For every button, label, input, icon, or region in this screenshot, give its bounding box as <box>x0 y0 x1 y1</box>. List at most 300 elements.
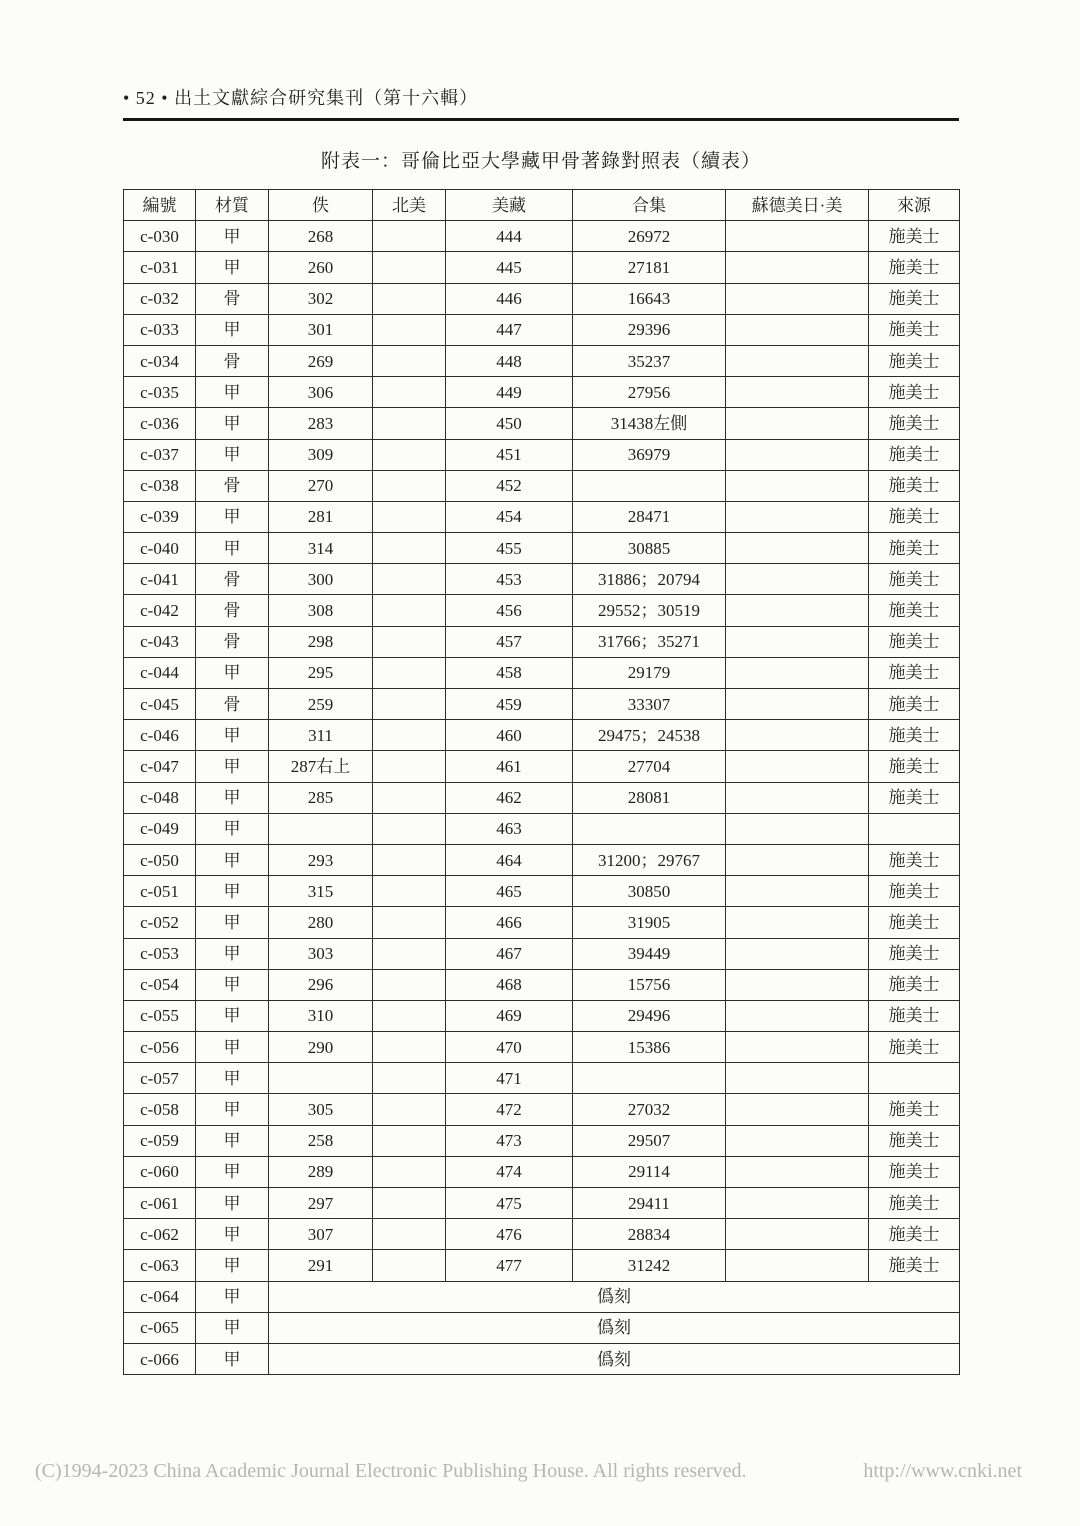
table-cell <box>726 876 869 907</box>
table-cell: 450 <box>446 408 573 439</box>
table-cell: 骨 <box>196 689 269 720</box>
table-row <box>124 1032 960 1063</box>
table-cell <box>726 564 869 595</box>
table-cell: 甲 <box>196 720 269 751</box>
table-cell: 甲 <box>196 377 269 408</box>
running-head <box>123 84 959 110</box>
table-cell: 310 <box>269 1000 373 1031</box>
table-cell: 31886；20794 <box>573 564 726 595</box>
table-cell: 27181 <box>573 252 726 283</box>
table-cell: 骨 <box>196 564 269 595</box>
table-cell: 31200；29767 <box>573 844 726 875</box>
table-cell: 473 <box>446 1125 573 1156</box>
column-header: 佚 <box>269 190 373 221</box>
footer-url: http://www.cnki.net <box>863 1460 1022 1482</box>
table-cell: 甲 <box>196 782 269 813</box>
table-cell: 甲 <box>196 1188 269 1219</box>
table-cell: 施美士 <box>869 844 960 875</box>
table-cell: 307 <box>269 1219 373 1250</box>
table-cell: c-045 <box>124 689 196 720</box>
table-row <box>124 813 960 844</box>
table-cell: 甲 <box>196 1250 269 1281</box>
table-cell <box>373 1000 446 1031</box>
table-cell <box>373 533 446 564</box>
table-cell: 施美士 <box>869 1188 960 1219</box>
table-cell: 463 <box>446 813 573 844</box>
table-cell: c-064 <box>124 1281 196 1312</box>
journal-title: 出土文獻綜合研究集刊（第十六輯） <box>174 88 479 108</box>
table-cell: 甲 <box>196 813 269 844</box>
table-cell <box>726 408 869 439</box>
table-cell <box>726 782 869 813</box>
table-cell: 施美士 <box>869 1000 960 1031</box>
table-cell: 31438左側 <box>573 408 726 439</box>
table-cell: 甲 <box>196 1125 269 1156</box>
table-cell: c-062 <box>124 1219 196 1250</box>
table-cell: 甲 <box>196 1094 269 1125</box>
table-cell: c-063 <box>124 1250 196 1281</box>
table-cell: 269 <box>269 345 373 376</box>
table-cell: c-031 <box>124 252 196 283</box>
table-row <box>124 626 960 657</box>
table-row <box>124 1125 960 1156</box>
table-cell: 309 <box>269 439 373 470</box>
merged-cell: 僞刻 <box>269 1343 960 1374</box>
table-cell <box>373 1094 446 1125</box>
table-cell: 448 <box>446 345 573 376</box>
table-cell <box>373 314 446 345</box>
table-cell: c-061 <box>124 1188 196 1219</box>
table-cell: 施美士 <box>869 720 960 751</box>
table-cell: 469 <box>446 1000 573 1031</box>
table-cell <box>373 221 446 252</box>
table-cell: c-048 <box>124 782 196 813</box>
table-cell: 骨 <box>196 626 269 657</box>
table-cell: 施美士 <box>869 938 960 969</box>
table-cell: 甲 <box>196 844 269 875</box>
table-cell: 甲 <box>196 1000 269 1031</box>
table-cell <box>726 1156 869 1187</box>
table-cell: c-065 <box>124 1312 196 1343</box>
table-cell: 472 <box>446 1094 573 1125</box>
table-row <box>124 907 960 938</box>
catalog-table <box>123 189 960 1375</box>
table-cell: c-050 <box>124 844 196 875</box>
table-cell <box>373 1156 446 1187</box>
table-cell: 464 <box>446 844 573 875</box>
table-cell <box>726 1188 869 1219</box>
table-cell: c-046 <box>124 720 196 751</box>
table-cell: 29396 <box>573 314 726 345</box>
table-row <box>124 657 960 688</box>
table-row <box>124 689 960 720</box>
table-cell: 甲 <box>196 1156 269 1187</box>
table-cell: 31242 <box>573 1250 726 1281</box>
table-cell: 甲 <box>196 657 269 688</box>
table-cell: 300 <box>269 564 373 595</box>
table-cell: 475 <box>446 1188 573 1219</box>
table-cell: 甲 <box>196 1219 269 1250</box>
table-cell: 甲 <box>196 314 269 345</box>
table-cell <box>373 408 446 439</box>
table-cell: 甲 <box>196 907 269 938</box>
table-cell: 29411 <box>573 1188 726 1219</box>
table-cell: 甲 <box>196 533 269 564</box>
table-cell: c-052 <box>124 907 196 938</box>
table-cell: 甲 <box>196 1281 269 1312</box>
table-cell: 30850 <box>573 876 726 907</box>
table-row <box>124 283 960 314</box>
table-cell <box>573 813 726 844</box>
table-cell: c-040 <box>124 533 196 564</box>
column-header: 來源 <box>869 190 960 221</box>
table-cell: c-030 <box>124 221 196 252</box>
table-cell: 460 <box>446 720 573 751</box>
table-row <box>124 314 960 345</box>
column-header: 合集 <box>573 190 726 221</box>
table-cell <box>726 252 869 283</box>
table-cell <box>726 501 869 532</box>
table-cell <box>373 844 446 875</box>
table-cell: 470 <box>446 1032 573 1063</box>
table-cell <box>373 782 446 813</box>
table-cell: 467 <box>446 938 573 969</box>
table-cell: c-055 <box>124 1000 196 1031</box>
table-cell: 29179 <box>573 657 726 688</box>
column-header: 美藏 <box>446 190 573 221</box>
table-cell: 骨 <box>196 595 269 626</box>
table-cell <box>373 470 446 501</box>
table-cell <box>373 907 446 938</box>
table-cell: 16643 <box>573 283 726 314</box>
table-cell <box>373 377 446 408</box>
table-cell: 293 <box>269 844 373 875</box>
table-cell: c-047 <box>124 751 196 782</box>
table-row <box>124 345 960 376</box>
table-cell <box>373 751 446 782</box>
table-cell: 施美士 <box>869 969 960 1000</box>
table-cell: 295 <box>269 657 373 688</box>
table-cell <box>726 1094 869 1125</box>
table-cell: 268 <box>269 221 373 252</box>
table-cell: c-037 <box>124 439 196 470</box>
table-cell: 314 <box>269 533 373 564</box>
table-row <box>124 876 960 907</box>
table-cell: 259 <box>269 689 373 720</box>
table-cell: 施美士 <box>869 221 960 252</box>
table-cell: 311 <box>269 720 373 751</box>
table-cell: 291 <box>269 1250 373 1281</box>
table-cell <box>573 470 726 501</box>
table-cell: 305 <box>269 1094 373 1125</box>
table-cell <box>726 751 869 782</box>
table-cell <box>726 283 869 314</box>
table-cell <box>726 813 869 844</box>
table-cell <box>726 377 869 408</box>
table-cell: 甲 <box>196 876 269 907</box>
table-row <box>124 252 960 283</box>
table-cell <box>373 1063 446 1094</box>
table-row <box>124 782 960 813</box>
table-cell <box>573 1063 726 1094</box>
table-row <box>124 1000 960 1031</box>
table-cell: 施美士 <box>869 782 960 813</box>
table-cell: 258 <box>269 1125 373 1156</box>
table-cell <box>373 439 446 470</box>
table-cell: 施美士 <box>869 314 960 345</box>
table-row <box>124 1219 960 1250</box>
table-cell: 施美士 <box>869 564 960 595</box>
table-cell: 290 <box>269 1032 373 1063</box>
table-cell: 31766；35271 <box>573 626 726 657</box>
table-cell: 306 <box>269 377 373 408</box>
table-row <box>124 1343 960 1374</box>
table-cell: 29496 <box>573 1000 726 1031</box>
table-cell: c-035 <box>124 377 196 408</box>
table-cell <box>869 813 960 844</box>
table-cell: c-033 <box>124 314 196 345</box>
table-cell <box>726 689 869 720</box>
table-cell: 施美士 <box>869 501 960 532</box>
table-row <box>124 1156 960 1187</box>
table-cell <box>726 1032 869 1063</box>
table-cell: 骨 <box>196 470 269 501</box>
table-cell: 29475；24538 <box>573 720 726 751</box>
table-cell: 甲 <box>196 751 269 782</box>
table-cell: c-036 <box>124 408 196 439</box>
table-cell: 465 <box>446 876 573 907</box>
table-cell: c-041 <box>124 564 196 595</box>
table-cell: 33307 <box>573 689 726 720</box>
table-cell: 446 <box>446 283 573 314</box>
table-cell: 296 <box>269 969 373 1000</box>
table-row <box>124 1063 960 1094</box>
table-row <box>124 720 960 751</box>
table-cell <box>373 1032 446 1063</box>
table-cell <box>373 1188 446 1219</box>
table-cell <box>373 283 446 314</box>
table-cell: 甲 <box>196 221 269 252</box>
table-cell: 施美士 <box>869 439 960 470</box>
table-cell: 260 <box>269 252 373 283</box>
table-cell <box>373 813 446 844</box>
table-cell: 477 <box>446 1250 573 1281</box>
table-cell: 26972 <box>573 221 726 252</box>
table-cell: 施美士 <box>869 907 960 938</box>
table-cell: c-043 <box>124 626 196 657</box>
table-row <box>124 564 960 595</box>
table-cell <box>726 657 869 688</box>
table-cell: 骨 <box>196 345 269 376</box>
table-cell: 施美士 <box>869 626 960 657</box>
table-cell <box>373 969 446 1000</box>
table-cell: c-066 <box>124 1343 196 1374</box>
table-cell <box>373 720 446 751</box>
table-cell <box>373 252 446 283</box>
table-cell <box>726 470 869 501</box>
table-cell: 施美士 <box>869 876 960 907</box>
table-cell: 466 <box>446 907 573 938</box>
table-cell: 甲 <box>196 252 269 283</box>
table-cell: 303 <box>269 938 373 969</box>
table-cell <box>373 345 446 376</box>
table-row <box>124 408 960 439</box>
table-row <box>124 1281 960 1312</box>
header-rule <box>123 118 959 121</box>
table-cell: 454 <box>446 501 573 532</box>
table-cell: 447 <box>446 314 573 345</box>
table-row <box>124 501 960 532</box>
table-cell: c-059 <box>124 1125 196 1156</box>
table-cell: 27956 <box>573 377 726 408</box>
table-row <box>124 969 960 1000</box>
table-cell: 施美士 <box>869 252 960 283</box>
table-row <box>124 1312 960 1343</box>
table-cell <box>373 657 446 688</box>
table-cell: 施美士 <box>869 408 960 439</box>
table-cell: 461 <box>446 751 573 782</box>
table-cell <box>869 1063 960 1094</box>
copyright-text: (C)1994-2023 China Academic Journal Electronic Publishing House. All rights reserved. <box>35 1460 747 1482</box>
table-cell <box>726 595 869 626</box>
merged-cell: 僞刻 <box>269 1281 960 1312</box>
table-cell: 15756 <box>573 969 726 1000</box>
table-cell: 施美士 <box>869 1219 960 1250</box>
table-cell <box>726 533 869 564</box>
table-cell: c-054 <box>124 969 196 1000</box>
table-cell: 283 <box>269 408 373 439</box>
table-cell <box>373 501 446 532</box>
table-cell: 297 <box>269 1188 373 1219</box>
table-cell: 甲 <box>196 1032 269 1063</box>
table-cell: c-044 <box>124 657 196 688</box>
table-cell: 29114 <box>573 1156 726 1187</box>
table-cell <box>726 314 869 345</box>
table-cell <box>373 1219 446 1250</box>
table-row <box>124 1188 960 1219</box>
table-cell: 施美士 <box>869 1250 960 1281</box>
table-row <box>124 1250 960 1281</box>
table-cell: c-039 <box>124 501 196 532</box>
table-cell: 459 <box>446 689 573 720</box>
table-cell: 施美士 <box>869 595 960 626</box>
table-cell: 施美士 <box>869 283 960 314</box>
table-cell <box>269 1063 373 1094</box>
page-number-marker: • 52 • <box>123 88 169 108</box>
table-cell: 445 <box>446 252 573 283</box>
table-cell <box>373 564 446 595</box>
table-cell: 甲 <box>196 408 269 439</box>
table-cell: 29507 <box>573 1125 726 1156</box>
table-cell <box>269 813 373 844</box>
table-cell: 施美士 <box>869 377 960 408</box>
page-content <box>123 0 959 1375</box>
column-header: 蘇德美日·美 <box>726 190 869 221</box>
table-cell: c-058 <box>124 1094 196 1125</box>
table-cell: c-051 <box>124 876 196 907</box>
table-cell: 施美士 <box>869 345 960 376</box>
table-cell: 施美士 <box>869 1094 960 1125</box>
page-footer <box>35 1460 1022 1483</box>
table-cell: 28471 <box>573 501 726 532</box>
table-cell: 骨 <box>196 283 269 314</box>
table-cell: c-053 <box>124 938 196 969</box>
table-cell: 施美士 <box>869 1032 960 1063</box>
table-row <box>124 377 960 408</box>
table-cell: 施美士 <box>869 657 960 688</box>
table-cell: c-032 <box>124 283 196 314</box>
table-cell: c-057 <box>124 1063 196 1094</box>
table-row <box>124 470 960 501</box>
table-row <box>124 221 960 252</box>
table-cell: 30885 <box>573 533 726 564</box>
table-cell: 施美士 <box>869 689 960 720</box>
table-cell <box>373 1125 446 1156</box>
table-cell <box>373 626 446 657</box>
table-cell: 施美士 <box>869 1125 960 1156</box>
column-header: 材質 <box>196 190 269 221</box>
table-cell: 15386 <box>573 1032 726 1063</box>
table-cell: 27032 <box>573 1094 726 1125</box>
table-cell <box>726 907 869 938</box>
table-row <box>124 1094 960 1125</box>
table-cell: 甲 <box>196 969 269 1000</box>
table-cell <box>726 1250 869 1281</box>
table-cell: 36979 <box>573 439 726 470</box>
table-cell: 289 <box>269 1156 373 1187</box>
table-cell: c-034 <box>124 345 196 376</box>
table-cell: 甲 <box>196 1343 269 1374</box>
table-cell: 281 <box>269 501 373 532</box>
table-cell: c-056 <box>124 1032 196 1063</box>
table-cell: c-042 <box>124 595 196 626</box>
table-cell: 施美士 <box>869 1156 960 1187</box>
table-cell: 甲 <box>196 1063 269 1094</box>
table-cell: 298 <box>269 626 373 657</box>
table-cell: 468 <box>446 969 573 1000</box>
table-cell: 28834 <box>573 1219 726 1250</box>
table-cell: 458 <box>446 657 573 688</box>
table-cell: 471 <box>446 1063 573 1094</box>
table-row <box>124 533 960 564</box>
table-cell: 287右上 <box>269 751 373 782</box>
table-cell: 甲 <box>196 1312 269 1343</box>
table-cell: 453 <box>446 564 573 595</box>
table-row <box>124 439 960 470</box>
table-cell: 308 <box>269 595 373 626</box>
table-cell: 施美士 <box>869 470 960 501</box>
column-header: 編號 <box>124 190 196 221</box>
table-cell: 施美士 <box>869 751 960 782</box>
table-cell: 451 <box>446 439 573 470</box>
table-cell: c-038 <box>124 470 196 501</box>
table-cell: 29552；30519 <box>573 595 726 626</box>
table-cell <box>726 439 869 470</box>
table-cell <box>726 1000 869 1031</box>
merged-cell: 僞刻 <box>269 1312 960 1343</box>
table-cell: 施美士 <box>869 533 960 564</box>
table-cell: 甲 <box>196 439 269 470</box>
table-row <box>124 938 960 969</box>
table-cell: 474 <box>446 1156 573 1187</box>
table-cell: 270 <box>269 470 373 501</box>
table-cell <box>726 1219 869 1250</box>
table-cell <box>373 938 446 969</box>
table-cell <box>373 595 446 626</box>
table-cell: 甲 <box>196 501 269 532</box>
column-header: 北美 <box>373 190 446 221</box>
table-row <box>124 844 960 875</box>
